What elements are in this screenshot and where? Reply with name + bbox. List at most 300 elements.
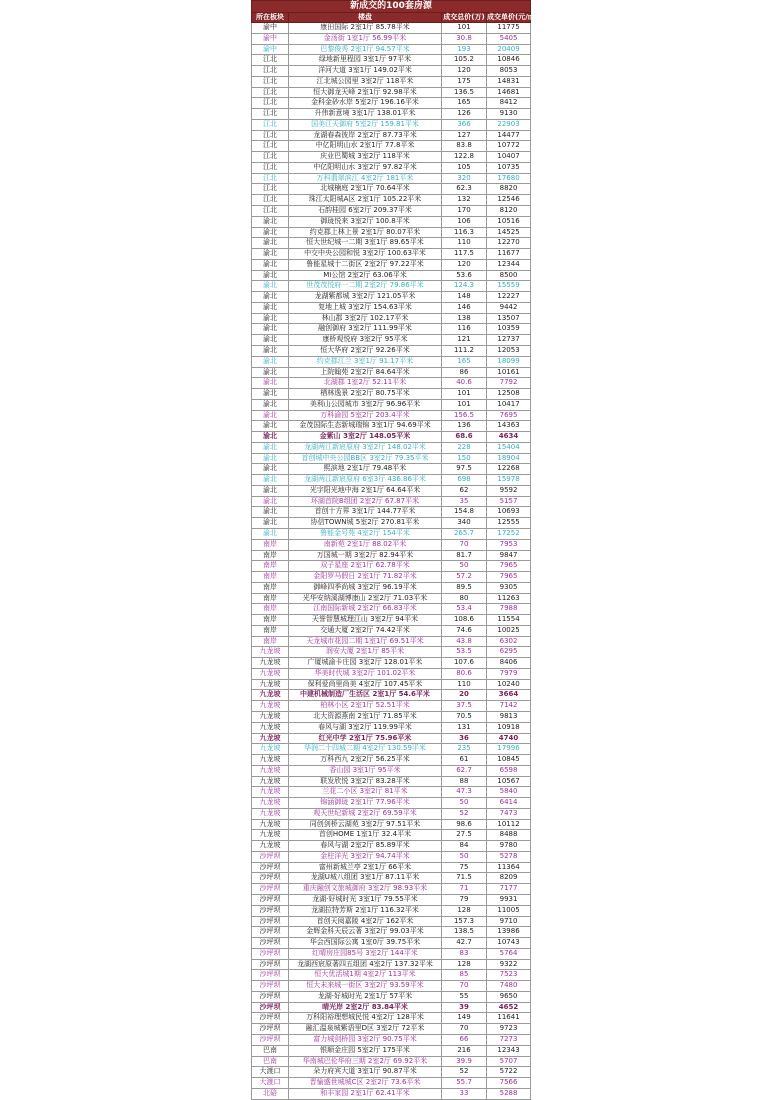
unit-price-cell: 12737 bbox=[487, 335, 531, 346]
district-cell: 渝北 bbox=[252, 378, 289, 389]
total-price-cell: 98.6 bbox=[442, 819, 487, 830]
table-row bbox=[252, 324, 531, 335]
district-cell: 九龙坡 bbox=[252, 808, 289, 819]
total-price-cell: 111.2 bbox=[442, 345, 487, 356]
total-price-cell: 120 bbox=[442, 259, 487, 270]
unit-price-cell: 10735 bbox=[487, 162, 531, 173]
property-cell: 康桥观悦府 3室2厅 95平米 bbox=[289, 335, 442, 346]
property-cell: 金阳罗马假日 2室1厅 71.82平米 bbox=[289, 572, 442, 583]
unit-price-cell: 9710 bbox=[487, 916, 531, 927]
property-cell: 双子星座 2室1厅 62.78平米 bbox=[289, 561, 442, 572]
table-row bbox=[252, 453, 531, 464]
total-price-cell: 80 bbox=[442, 593, 487, 604]
district-cell: 渝北 bbox=[252, 496, 289, 507]
table-row bbox=[252, 302, 531, 313]
table-row bbox=[252, 475, 531, 486]
total-price-cell: 138 bbox=[442, 313, 487, 324]
total-price-cell: 138.5 bbox=[442, 927, 487, 938]
property-cell: 北大资源燕南 2室1厅 71.85平米 bbox=[289, 712, 442, 723]
unit-price-cell: 13507 bbox=[487, 313, 531, 324]
unit-price-cell: 7792 bbox=[487, 378, 531, 389]
district-cell: 南岸 bbox=[252, 582, 289, 593]
unit-price-cell: 5707 bbox=[487, 1056, 531, 1067]
total-price-cell: 43.8 bbox=[442, 636, 487, 647]
total-price-cell: 136.5 bbox=[442, 87, 487, 98]
district-cell: 江北 bbox=[252, 152, 289, 163]
unit-price-cell: 9723 bbox=[487, 1024, 531, 1035]
total-price-cell: 85 bbox=[442, 970, 487, 981]
total-price-cell: 116.3 bbox=[442, 227, 487, 238]
total-price-cell: 101 bbox=[442, 399, 487, 410]
total-price-cell: 101 bbox=[442, 23, 487, 34]
unit-price-cell: 10846 bbox=[487, 55, 531, 66]
district-cell: 江北 bbox=[252, 141, 289, 152]
unit-price-cell: 7566 bbox=[487, 1078, 531, 1089]
district-cell: 江北 bbox=[252, 130, 289, 141]
district-cell: 渝北 bbox=[252, 399, 289, 410]
district-cell: 渝北 bbox=[252, 216, 289, 227]
unit-price-cell: 3664 bbox=[487, 690, 531, 701]
total-price-cell: 88 bbox=[442, 776, 487, 787]
unit-price-cell: 5405 bbox=[487, 33, 531, 44]
total-price-cell: 70.5 bbox=[442, 712, 487, 723]
total-price-cell: 79 bbox=[442, 895, 487, 906]
property-cell: 升伟新意境 3室1厅 138.01平米 bbox=[289, 109, 442, 120]
property-cell: 金科金砂水岸 5室2厅 196.16平米 bbox=[289, 98, 442, 109]
property-cell: 金柱洋光 3室2厅 94.74平米 bbox=[289, 851, 442, 862]
table-row bbox=[252, 55, 531, 66]
district-cell: 巴南 bbox=[252, 1056, 289, 1067]
property-cell: 世茂茂悦府一二期 2室2厅 79.86平米 bbox=[289, 281, 442, 292]
table-title-row bbox=[252, 1, 531, 13]
district-cell: 渝北 bbox=[252, 313, 289, 324]
unit-price-cell: 8209 bbox=[487, 873, 531, 884]
unit-price-cell: 7965 bbox=[487, 572, 531, 583]
unit-price-cell: 14525 bbox=[487, 227, 531, 238]
district-cell: 渝北 bbox=[252, 259, 289, 270]
table-row bbox=[252, 798, 531, 809]
property-cell: 华会西国际公寓 1室0厅 39.75平米 bbox=[289, 938, 442, 949]
unit-price-cell: 12344 bbox=[487, 259, 531, 270]
table-row bbox=[252, 765, 531, 776]
property-cell: 协信TOWN城 5室2厅 270.81平米 bbox=[289, 518, 442, 529]
property-cell: 兰花二小区 3室2厅 81平米 bbox=[289, 787, 442, 798]
property-cell: 国美江天御府 5室2厅 159.81平米 bbox=[289, 119, 442, 130]
table-row bbox=[252, 421, 531, 432]
total-price-cell: 157.3 bbox=[442, 916, 487, 927]
total-price-cell: 83 bbox=[442, 948, 487, 959]
total-price-cell: 35 bbox=[442, 496, 487, 507]
unit-price-cell: 9813 bbox=[487, 712, 531, 723]
total-price-cell: 128 bbox=[442, 959, 487, 970]
property-cell: 红光中学 2室1厅 75.96平米 bbox=[289, 733, 442, 744]
property-cell: 万科西九 2室2厅 56.25平米 bbox=[289, 755, 442, 766]
district-cell: 南岸 bbox=[252, 593, 289, 604]
unit-price-cell: 13986 bbox=[487, 927, 531, 938]
table-row bbox=[252, 119, 531, 130]
property-cell: 晋愉盛世城城C区 2室2厅 73.6平米 bbox=[289, 1078, 442, 1089]
total-price-cell: 148 bbox=[442, 292, 487, 303]
property-cell: 恒大御龙天峰 2室1厅 92.98平米 bbox=[289, 87, 442, 98]
property-cell: 美利山公园城市 3室2厅 96.96平米 bbox=[289, 399, 442, 410]
table-row bbox=[252, 550, 531, 561]
district-cell: 江北 bbox=[252, 162, 289, 173]
table-row bbox=[252, 216, 531, 227]
property-cell: 同创剑桥云湖苑 3室2厅 97.51平米 bbox=[289, 819, 442, 830]
table-row bbox=[252, 281, 531, 292]
table-row bbox=[252, 173, 531, 184]
unit-price-cell: 7480 bbox=[487, 981, 531, 992]
property-cell: 南新苑 2室1厅 88.02平米 bbox=[289, 539, 442, 550]
property-cell: 中亿阳明山水 3室2厅 97.82平米 bbox=[289, 162, 442, 173]
district-cell: 九龙坡 bbox=[252, 690, 289, 701]
unit-price-cell: 7523 bbox=[487, 970, 531, 981]
header-district: 所在板块 bbox=[252, 13, 289, 23]
table-row bbox=[252, 744, 531, 755]
property-cell: 龙湖U城八组团 3室1厅 87.11平米 bbox=[289, 873, 442, 884]
table-row bbox=[252, 410, 531, 421]
unit-price-cell: 17252 bbox=[487, 528, 531, 539]
table-row bbox=[252, 636, 531, 647]
table-row bbox=[252, 873, 531, 884]
total-price-cell: 366 bbox=[442, 119, 487, 130]
table-row bbox=[252, 76, 531, 87]
property-cell: 华润二十四城二期 4室2厅 130.59平米 bbox=[289, 744, 442, 755]
total-price-cell: 70 bbox=[442, 539, 487, 550]
unit-price-cell: 5840 bbox=[487, 787, 531, 798]
table-row bbox=[252, 690, 531, 701]
district-cell: 沙坪坝 bbox=[252, 1002, 289, 1013]
table-header-row bbox=[252, 13, 531, 23]
total-price-cell: 106 bbox=[442, 216, 487, 227]
district-cell: 渝北 bbox=[252, 421, 289, 432]
table-row bbox=[252, 367, 531, 378]
table-row bbox=[252, 582, 531, 593]
table-title: 新成交的100套房源 bbox=[252, 1, 531, 13]
total-price-cell: 57.2 bbox=[442, 572, 487, 583]
property-cell: 锦涵御珑 2室1厅 77.96平米 bbox=[289, 798, 442, 809]
unit-price-cell: 7473 bbox=[487, 808, 531, 819]
unit-price-cell: 17996 bbox=[487, 744, 531, 755]
total-price-cell: 50 bbox=[442, 798, 487, 809]
total-price-cell: 33 bbox=[442, 1088, 487, 1099]
district-cell: 江北 bbox=[252, 184, 289, 195]
unit-price-cell: 15978 bbox=[487, 475, 531, 486]
unit-price-cell: 9847 bbox=[487, 550, 531, 561]
district-cell: 九龙坡 bbox=[252, 733, 289, 744]
unit-price-cell: 12546 bbox=[487, 195, 531, 206]
property-cell: 恒大华府 2室2厅 92.26平米 bbox=[289, 345, 442, 356]
table-row bbox=[252, 141, 531, 152]
unit-price-cell: 11641 bbox=[487, 1013, 531, 1024]
unit-price-cell: 11005 bbox=[487, 905, 531, 916]
unit-price-cell: 10112 bbox=[487, 819, 531, 830]
district-cell: 渝北 bbox=[252, 367, 289, 378]
property-cell: 重庆融创文旅城御府 3室2厅 98.93平米 bbox=[289, 884, 442, 895]
property-cell: 万国城一期 3室2厅 82.94平米 bbox=[289, 550, 442, 561]
property-cell: 约克郡江兰 3室1厅 91.17平米 bbox=[289, 356, 442, 367]
table-row bbox=[252, 87, 531, 98]
property-cell: 约克郡上林上景 2室1厅 80.07平米 bbox=[289, 227, 442, 238]
district-cell: 九龙坡 bbox=[252, 722, 289, 733]
district-cell: 江北 bbox=[252, 173, 289, 184]
district-cell: 沙坪坝 bbox=[252, 938, 289, 949]
total-price-cell: 127 bbox=[442, 130, 487, 141]
total-price-cell: 165 bbox=[442, 356, 487, 367]
property-cell: 观天世纪新城 2室2厅 69.59平米 bbox=[289, 808, 442, 819]
property-cell: 复地上城 3室2厅 154.63平米 bbox=[289, 302, 442, 313]
district-cell: 渝北 bbox=[252, 345, 289, 356]
district-cell: 南岸 bbox=[252, 539, 289, 550]
unit-price-cell: 5722 bbox=[487, 1067, 531, 1078]
table-row bbox=[252, 270, 531, 281]
district-cell: 渝北 bbox=[252, 292, 289, 303]
unit-price-cell: 11677 bbox=[487, 249, 531, 260]
unit-price-cell: 7965 bbox=[487, 561, 531, 572]
district-cell: 渝北 bbox=[252, 227, 289, 238]
district-cell: 南岸 bbox=[252, 625, 289, 636]
table-row bbox=[252, 808, 531, 819]
property-cell: 金茂国际生态新城瑞锦 3室1厅 94.69平米 bbox=[289, 421, 442, 432]
table-row bbox=[252, 1013, 531, 1024]
property-cell: 中亿阳明山水 2室1厅 77.8平米 bbox=[289, 141, 442, 152]
table-row bbox=[252, 1045, 531, 1056]
district-cell: 沙坪坝 bbox=[252, 991, 289, 1002]
total-price-cell: 105.2 bbox=[442, 55, 487, 66]
property-cell: 上院翰苑 2室2厅 84.64平米 bbox=[289, 367, 442, 378]
table-row bbox=[252, 539, 531, 550]
total-price-cell: 320 bbox=[442, 173, 487, 184]
unit-price-cell: 10693 bbox=[487, 507, 531, 518]
table-row bbox=[252, 33, 531, 44]
unit-price-cell: 12268 bbox=[487, 464, 531, 475]
unit-price-cell: 10025 bbox=[487, 625, 531, 636]
property-cell: 银顺金庄园 5室2厅 175平米 bbox=[289, 1045, 442, 1056]
property-cell: 龙湖·好城时光 2室1厅 57平米 bbox=[289, 991, 442, 1002]
total-price-cell: 170 bbox=[442, 206, 487, 217]
total-price-cell: 175 bbox=[442, 76, 487, 87]
district-cell: 渝中 bbox=[252, 33, 289, 44]
property-cell: 龙湖春森彼岸 2室2厅 87.73平米 bbox=[289, 130, 442, 141]
unit-price-cell: 10845 bbox=[487, 755, 531, 766]
district-cell: 渝中 bbox=[252, 44, 289, 55]
unit-price-cell: 6295 bbox=[487, 647, 531, 658]
unit-price-cell: 10772 bbox=[487, 141, 531, 152]
total-price-cell: 71 bbox=[442, 884, 487, 895]
district-cell: 沙坪坝 bbox=[252, 851, 289, 862]
table-row bbox=[252, 109, 531, 120]
unit-price-cell: 10407 bbox=[487, 152, 531, 163]
property-cell: 绿地新里程园 3室1厅 97平米 bbox=[289, 55, 442, 66]
unit-price-cell: 7177 bbox=[487, 884, 531, 895]
property-cell: 首创十方界 3室1厅 144.77平米 bbox=[289, 507, 442, 518]
table-row bbox=[252, 259, 531, 270]
table-row bbox=[252, 152, 531, 163]
district-cell: 九龙坡 bbox=[252, 819, 289, 830]
table-row bbox=[252, 862, 531, 873]
table-row bbox=[252, 442, 531, 453]
table-row bbox=[252, 948, 531, 959]
total-price-cell: 62.7 bbox=[442, 765, 487, 776]
property-cell: 和丰家园 2室1厅 62.41平米 bbox=[289, 1088, 442, 1099]
property-cell: 华南城巴伦华府三期 2室2厅 69.92平米 bbox=[289, 1056, 442, 1067]
unit-price-cell: 15404 bbox=[487, 442, 531, 453]
total-price-cell: 52 bbox=[442, 1067, 487, 1078]
unit-price-cell: 15559 bbox=[487, 281, 531, 292]
property-cell: 柏林小区 2室1厅 52.51平米 bbox=[289, 701, 442, 712]
district-cell: 江北 bbox=[252, 195, 289, 206]
district-cell: 北碚 bbox=[252, 1088, 289, 1099]
table-row bbox=[252, 227, 531, 238]
table-row bbox=[252, 884, 531, 895]
unit-price-cell: 6414 bbox=[487, 798, 531, 809]
property-cell: 天龙城市花园二期 1室1厅 69.51平米 bbox=[289, 636, 442, 647]
total-price-cell: 52 bbox=[442, 808, 487, 819]
property-cell: 联发欣悦 3室2厅 83.28平米 bbox=[289, 776, 442, 787]
district-cell: 九龙坡 bbox=[252, 658, 289, 669]
property-cell: 庆业巴蜀城 3室2厅 118平米 bbox=[289, 152, 442, 163]
district-cell: 渝北 bbox=[252, 335, 289, 346]
unit-price-cell: 5764 bbox=[487, 948, 531, 959]
property-cell: 广厦城渝卡庄园 3室2厅 128.01平米 bbox=[289, 658, 442, 669]
unit-price-cell: 18099 bbox=[487, 356, 531, 367]
unit-price-cell: 10516 bbox=[487, 216, 531, 227]
district-cell: 九龙坡 bbox=[252, 701, 289, 712]
table-row bbox=[252, 819, 531, 830]
total-price-cell: 105 bbox=[442, 162, 487, 173]
table-row bbox=[252, 604, 531, 615]
table-row bbox=[252, 981, 531, 992]
header-property: 楼盘 bbox=[289, 13, 442, 23]
total-price-cell: 122.8 bbox=[442, 152, 487, 163]
table-row bbox=[252, 561, 531, 572]
total-price-cell: 62.3 bbox=[442, 184, 487, 195]
unit-price-cell: 4652 bbox=[487, 1002, 531, 1013]
unit-price-cell: 11775 bbox=[487, 23, 531, 34]
district-cell: 九龙坡 bbox=[252, 679, 289, 690]
property-cell: 融创御府 3室2厅 111.99平米 bbox=[289, 324, 442, 335]
district-cell: 沙坪坝 bbox=[252, 1024, 289, 1035]
table-row bbox=[252, 938, 531, 949]
table-row bbox=[252, 356, 531, 367]
property-cell: 中交中央公园和悦 3室2厅 100.63平米 bbox=[289, 249, 442, 260]
total-price-cell: 149 bbox=[442, 1013, 487, 1024]
total-price-cell: 97.5 bbox=[442, 464, 487, 475]
total-price-cell: 39.9 bbox=[442, 1056, 487, 1067]
table-row bbox=[252, 1034, 531, 1045]
total-price-cell: 340 bbox=[442, 518, 487, 529]
district-cell: 九龙坡 bbox=[252, 647, 289, 658]
total-price-cell: 50 bbox=[442, 851, 487, 862]
total-price-cell: 30.8 bbox=[442, 33, 487, 44]
property-cell: 龙湖·好城时光 3室1厅 79.55平米 bbox=[289, 895, 442, 906]
unit-price-cell: 11364 bbox=[487, 862, 531, 873]
table-row bbox=[252, 66, 531, 77]
unit-price-cell: 10743 bbox=[487, 938, 531, 949]
table-row bbox=[252, 959, 531, 970]
unit-price-cell: 12555 bbox=[487, 518, 531, 529]
district-cell: 渝北 bbox=[252, 356, 289, 367]
table-row bbox=[252, 496, 531, 507]
total-price-cell: 107.6 bbox=[442, 658, 487, 669]
unit-price-cell: 22903 bbox=[487, 119, 531, 130]
table-row bbox=[252, 507, 531, 518]
unit-price-cell: 12343 bbox=[487, 1045, 531, 1056]
property-cell: 润安大厦 2室1厅 85平米 bbox=[289, 647, 442, 658]
table-body bbox=[252, 23, 531, 1100]
district-cell: 渝北 bbox=[252, 410, 289, 421]
total-price-cell: 110 bbox=[442, 679, 487, 690]
district-cell: 沙坪坝 bbox=[252, 981, 289, 992]
unit-price-cell: 11554 bbox=[487, 615, 531, 626]
table-row bbox=[252, 345, 531, 356]
table-row bbox=[252, 44, 531, 55]
total-price-cell: 117.5 bbox=[442, 249, 487, 260]
district-cell: 渝北 bbox=[252, 432, 289, 443]
total-price-cell: 68.6 bbox=[442, 432, 487, 443]
district-cell: 南岸 bbox=[252, 636, 289, 647]
total-price-cell: 36 bbox=[442, 733, 487, 744]
table-row bbox=[252, 292, 531, 303]
total-price-cell: 132 bbox=[442, 195, 487, 206]
district-cell: 沙坪坝 bbox=[252, 970, 289, 981]
unit-price-cell: 6598 bbox=[487, 765, 531, 776]
total-price-cell: 265.7 bbox=[442, 528, 487, 539]
unit-price-cell: 10359 bbox=[487, 324, 531, 335]
table-row bbox=[252, 927, 531, 938]
table-row bbox=[252, 593, 531, 604]
total-price-cell: 156.5 bbox=[442, 410, 487, 421]
property-cell: 北湖郡 1室2厅 52.11平米 bbox=[289, 378, 442, 389]
table-row bbox=[252, 722, 531, 733]
district-cell: 九龙坡 bbox=[252, 798, 289, 809]
property-cell: MI公馆 2室2厅 63.06平米 bbox=[289, 270, 442, 281]
district-cell: 江北 bbox=[252, 76, 289, 87]
total-price-cell: 101 bbox=[442, 389, 487, 400]
unit-price-cell: 12227 bbox=[487, 292, 531, 303]
district-cell: 九龙坡 bbox=[252, 776, 289, 787]
table-row bbox=[252, 195, 531, 206]
district-cell: 江北 bbox=[252, 206, 289, 217]
table-row bbox=[252, 1067, 531, 1078]
district-cell: 沙坪坝 bbox=[252, 927, 289, 938]
property-cell: 红晴房庄园85号 3室2厅 144平米 bbox=[289, 948, 442, 959]
unit-price-cell: 4740 bbox=[487, 733, 531, 744]
total-price-cell: 108.6 bbox=[442, 615, 487, 626]
total-price-cell: 27.5 bbox=[442, 830, 487, 841]
total-price-cell: 53.5 bbox=[442, 647, 487, 658]
district-cell: 沙坪坝 bbox=[252, 884, 289, 895]
total-price-cell: 40.6 bbox=[442, 378, 487, 389]
unit-price-cell: 14681 bbox=[487, 87, 531, 98]
property-cell: 富州新城兰亭 2室1厅 66平米 bbox=[289, 862, 442, 873]
property-cell: 光宇阳光地中海 2室1厅 64.64平米 bbox=[289, 485, 442, 496]
total-price-cell: 50 bbox=[442, 561, 487, 572]
district-cell: 江北 bbox=[252, 66, 289, 77]
listing-table bbox=[251, 0, 538, 1100]
district-cell: 九龙坡 bbox=[252, 744, 289, 755]
total-price-cell: 71.5 bbox=[442, 873, 487, 884]
unit-price-cell: 9322 bbox=[487, 959, 531, 970]
unit-price-cell: 14831 bbox=[487, 76, 531, 87]
total-price-cell: 124.3 bbox=[442, 281, 487, 292]
property-cell: 富力城剑桥园 3室2厅 90.75平米 bbox=[289, 1034, 442, 1045]
district-cell: 巴南 bbox=[252, 1045, 289, 1056]
unit-price-cell: 10417 bbox=[487, 399, 531, 410]
district-cell: 渝北 bbox=[252, 518, 289, 529]
table-row bbox=[252, 668, 531, 679]
property-cell: 恒大优活城1期 4室2厅 113平米 bbox=[289, 970, 442, 981]
